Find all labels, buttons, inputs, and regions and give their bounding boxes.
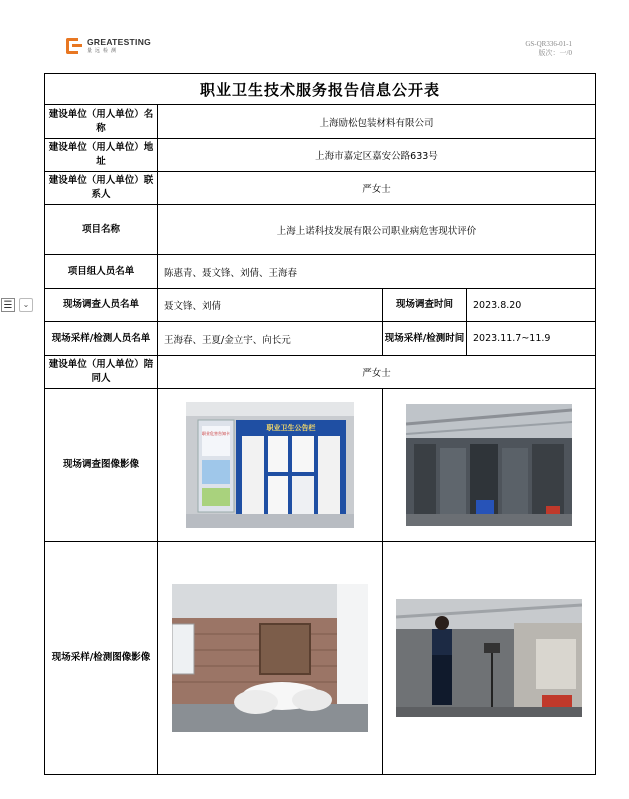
logo-text-en: GREATESTING — [87, 37, 152, 48]
team-members-label: 项目组人员名单 — [45, 255, 158, 289]
survey-people-value: 聂文锋、刘倩 — [158, 289, 383, 322]
document-code — [525, 40, 572, 58]
sampling-people-label: 现场采样/检测人员名单 — [45, 322, 158, 356]
outline-toggle-icon[interactable]: ☰ — [1, 298, 15, 312]
sampling-photo-storage — [172, 584, 368, 732]
companion-label: 建设单位（用人单位）陪同人 — [45, 356, 158, 389]
sampling-time-label: 现场采样/检测时间 — [383, 322, 467, 356]
survey-photo-workshop — [406, 404, 572, 526]
sampling-photo-cell-1 — [158, 542, 383, 775]
team-members-value: 陈惠青、聂文锋、刘倩、王海春 — [158, 255, 596, 289]
chevron-down-icon[interactable]: ⌄ — [19, 298, 33, 312]
document-version: 版次：一/0 — [538, 49, 572, 58]
info-table — [44, 73, 596, 775]
survey-time-value: 2023.8.20 — [467, 289, 596, 322]
unit-name-value: 上海励松包装材料有限公司 — [158, 105, 596, 139]
sampling-photo-cell-2 — [383, 542, 596, 775]
company-logo — [66, 38, 151, 54]
logo-text-cn: 量远检测 — [87, 47, 120, 54]
survey-time-label: 现场调查时间 — [383, 289, 467, 322]
board-title-text: 职业卫生公告栏 — [266, 424, 316, 432]
unit-name-label: 建设单位（用人单位）名称 — [45, 105, 158, 139]
unit-contact-value: 严女士 — [158, 172, 596, 205]
survey-photo-bulletin-board — [186, 402, 354, 528]
document-code-number: GS-QR336-01-1 — [525, 40, 572, 48]
unit-address-value: 上海市嘉定区嘉安公路633号 — [158, 139, 596, 172]
sampling-people-value: 王海春、王夏/金立宇、向长元 — [158, 322, 383, 356]
survey-photo-cell-2 — [383, 389, 596, 542]
board-left-sign-text: 职业危害告知卡 — [202, 431, 230, 436]
sampling-time-value: 2023.11.7~11.9 — [467, 322, 596, 356]
logo-mark-icon — [66, 38, 84, 54]
unit-address-label: 建设单位（用人单位）地址 — [45, 139, 158, 172]
unit-contact-label: 建设单位（用人单位）联系人 — [45, 172, 158, 205]
companion-value: 严女士 — [158, 356, 596, 389]
survey-images-label: 现场调查图像影像 — [45, 389, 158, 542]
project-name-value: 上海上诺科技发展有限公司职业病危害现状评价 — [158, 205, 596, 255]
page-title: 职业卫生技术服务报告信息公开表 — [45, 74, 596, 105]
survey-people-label: 现场调查人员名单 — [45, 289, 158, 322]
survey-photo-cell-1 — [158, 389, 383, 542]
side-toolbar — [1, 298, 33, 312]
project-name-label: 项目名称 — [45, 205, 158, 255]
sampling-photo-testing — [396, 599, 582, 717]
sampling-images-label: 现场采样/检测图像影像 — [45, 542, 158, 775]
